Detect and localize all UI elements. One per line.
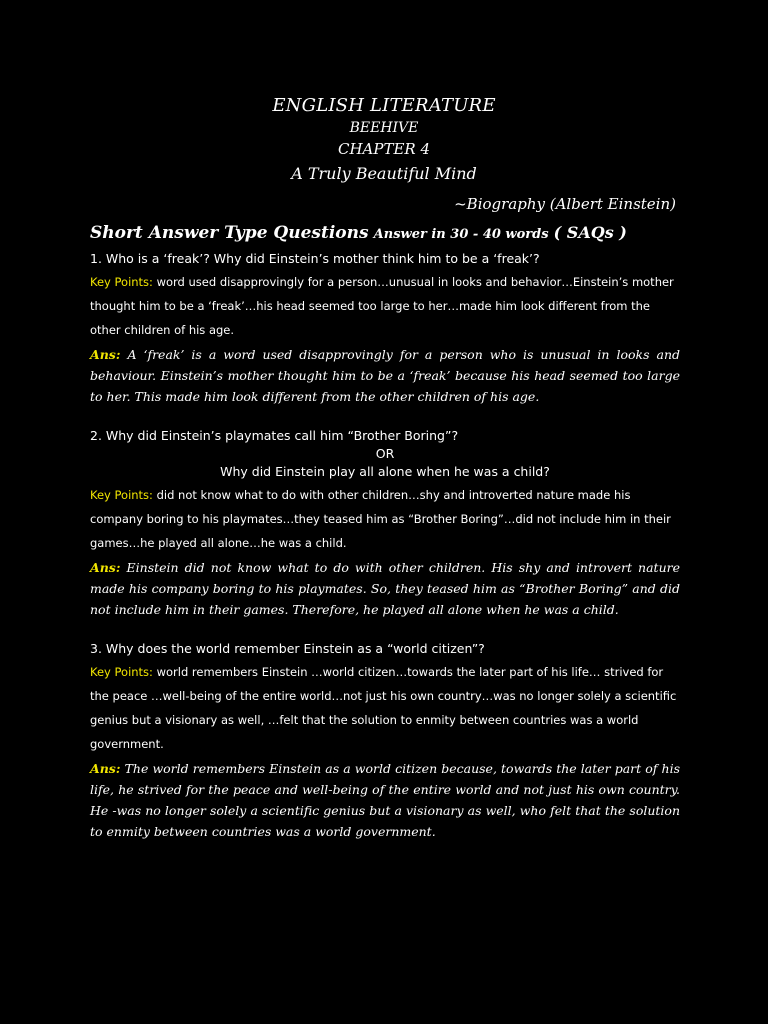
question-text: 1. Who is a ‘freak’? Why did Einstein’s mother think him to be a ‘freak’? — [90, 251, 540, 266]
key-points-label: Key Points: — [90, 665, 153, 679]
section-heading-tag: ( SAQs ) — [553, 223, 627, 242]
alternate-question-text: Why did Einstein play all alone when he was a child? — [220, 464, 550, 479]
answer — [90, 557, 680, 620]
answer — [90, 758, 680, 842]
question-block-2 — [90, 427, 680, 620]
key-points — [90, 483, 680, 555]
chapter-title: A Truly Beautiful Mind — [291, 164, 477, 183]
book-name: BEEHIVE — [349, 120, 419, 136]
section-heading-sub: Answer in 30 - 40 words — [373, 227, 549, 242]
document-title: ENGLISH LITERATURE — [272, 95, 496, 116]
document-header — [0, 94, 768, 186]
key-points — [90, 270, 680, 342]
answer-text: A ‘freak’ is a word used disapprovingly for a person who is unusual in looks and behaviour. Einstein’s mother thought him to be a ‘freak’ because his head seemed too large to her. This made him look different from the other children of his age. — [90, 347, 680, 404]
answer-label: Ans: — [90, 560, 121, 575]
spacer — [90, 407, 680, 427]
chapter-number: CHAPTER 4 — [337, 140, 431, 158]
key-points-text: did not know what to do with other children…shy and introverted nature made his company boring to his playmates…they teased him as “Brother Boring”…did not include him in their games…he played all alone…he was a child. — [90, 488, 671, 550]
key-points-text: word used disapprovingly for a person…unusual in looks and behavior…Einstein’s mother thought him to be a ‘freak’…his head seemed too large to her…made him look different from the other children of his age. — [90, 275, 674, 337]
question-block-1 — [90, 250, 680, 407]
question-text: 2. Why did Einstein’s playmates call him “Brother Boring”? — [90, 428, 459, 443]
section-heading-main: Short Answer Type Questions — [90, 223, 369, 243]
answer-text: Einstein did not know what to do with other children. His shy and introvert nature made his company boring to his playmates. So, they teased him as “Brother Boring” and did not include him in their games. Therefore, he played all alone when he was a child. — [90, 560, 680, 617]
or-separator: OR — [375, 446, 395, 461]
question-block-3 — [90, 640, 680, 842]
question-text: 3. Why does the world remember Einstein as a “world citizen”? — [90, 641, 485, 656]
answer — [90, 344, 680, 407]
answer-text: The world remembers Einstein as a world citizen because, towards the later part of his life, he strived for the peace and well-being of the entire world and not just his own country. He -was no longer solely a scientific genius but a visionary as well, who felt that the solution to enmity between countries was a world government. — [90, 761, 680, 839]
section-heading — [90, 222, 690, 246]
answer-label: Ans: — [90, 761, 121, 776]
questions-content — [90, 250, 680, 842]
key-points-label: Key Points: — [90, 488, 153, 502]
answer-label: Ans: — [90, 347, 121, 362]
key-points-label: Key Points: — [90, 275, 153, 289]
biography-subject: ~Biography (Albert Einstein) — [454, 195, 676, 213]
key-points — [90, 660, 680, 756]
key-points-text: world remembers Einstein …world citizen…towards the later part of his life… strived for the peace …well-being of the entire world…not just his own country…was no longer solely a scientific genius but a visionary as well, …felt that the solution to enmity between countries was a world government. — [90, 665, 677, 751]
spacer — [90, 620, 680, 640]
